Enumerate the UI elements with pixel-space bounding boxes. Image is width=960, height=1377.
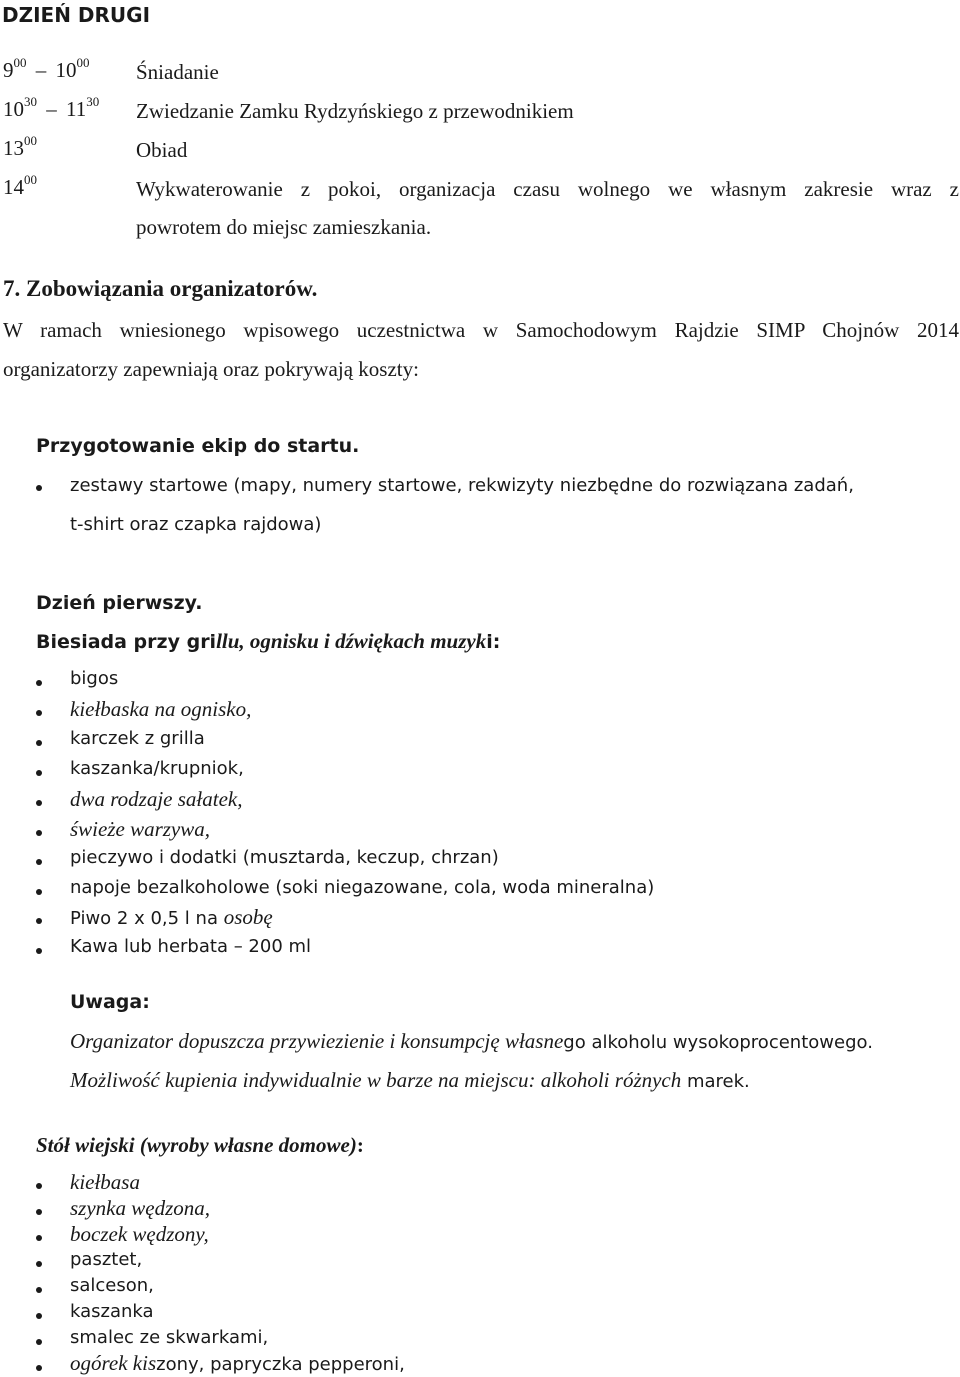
list-item-text: ogórek kis (70, 1351, 157, 1375)
time-hour: 10 (3, 97, 24, 121)
time-minute: 00 (24, 133, 37, 148)
list-item: pieczywo i dodatki (musztarda, keczup, chrzan) (70, 847, 499, 868)
table-title-part: Stół wiejski (wyroby własne domowe) (36, 1133, 357, 1157)
schedule-time (3, 94, 100, 122)
time-hour: 11 (66, 97, 87, 121)
bullet-icon (36, 1235, 42, 1241)
list-item: kiełbaska na ognisko, (70, 697, 252, 721)
note-text-part: Organizator dopuszcza przywiezienie i konsumpcję własne (70, 1029, 564, 1053)
bullet-icon (36, 800, 42, 806)
table-title (36, 1133, 364, 1158)
time-minute: 30 (24, 94, 37, 109)
list-item: smalec ze skwarkami, (70, 1327, 269, 1348)
list-item (70, 1351, 405, 1376)
bullet-icon (36, 918, 42, 924)
schedule-time (3, 172, 37, 200)
bullet-icon (36, 485, 42, 491)
time-dash: – (35, 58, 47, 82)
schedule-event: Obiad (136, 138, 188, 162)
bullet-icon (36, 740, 42, 746)
time-minute: 00 (13, 55, 27, 70)
time-dash: – (46, 97, 57, 121)
list-item: boczek wędzony, (70, 1222, 209, 1246)
bullet-icon (36, 1261, 42, 1267)
bullet-icon (36, 948, 42, 954)
time-minute: 00 (24, 172, 37, 187)
bullet-icon (36, 710, 42, 716)
feast-heading-part: llu, ognisku i dźwiękach muzyk (216, 629, 487, 653)
bullet-icon (36, 1339, 42, 1345)
schedule-event: Wykwaterowanie z pokoi, organizacja czasu wolnego we własnym zakresie wraz z (136, 177, 959, 201)
note-text-part: marek. (681, 1071, 750, 1092)
schedule-event: Zwiedzanie Zamku Rydzyńskiego z przewodnikiem (136, 99, 574, 123)
list-item (70, 905, 273, 930)
feast-heading-part: i: (486, 631, 501, 653)
prep-item: zestawy startowe (mapy, numery startowe, rekwizyty niezbędne do rozwiązana zadań, (70, 475, 854, 496)
day1-title: Dzień pierwszy. (36, 592, 203, 614)
list-item: pasztet, (70, 1249, 143, 1270)
list-item: salceson, (70, 1275, 154, 1296)
list-item: bigos (70, 668, 119, 689)
section-title: 7. Zobowiązania organizatorów. (3, 276, 318, 301)
schedule-event-continued: powrotem do miejsc zamieszkania. (136, 215, 432, 239)
note-text (70, 1029, 873, 1054)
schedule-time (3, 133, 37, 161)
list-item: szynka wędzona, (70, 1196, 210, 1220)
note-title: Uwaga: (70, 991, 150, 1013)
bullet-icon (36, 1287, 42, 1293)
feast-heading-part: Biesiada przy gri (36, 631, 217, 653)
note-text (70, 1068, 750, 1093)
list-item: karczek z grilla (70, 728, 205, 749)
prep-item-continued: t-shirt oraz czapka rajdowa) (70, 514, 322, 535)
time-minute: 30 (86, 94, 100, 109)
note-text-part: Możliwość kupienia indywidualnie w barze na miejscu: alkoholi różnych (70, 1068, 682, 1092)
time-hour: 13 (3, 136, 24, 160)
list-item: dwa rodzaje sałatek, (70, 787, 243, 811)
bullet-icon (36, 1183, 42, 1189)
bullet-icon (36, 680, 42, 686)
section-intro-continued: organizatorzy zapewniają oraz pokrywają koszty: (3, 357, 419, 381)
bullet-icon (36, 889, 42, 895)
table-title-part: : (356, 1133, 364, 1157)
bullet-icon (36, 830, 42, 836)
bullet-icon (36, 1209, 42, 1215)
time-hour: 9 (3, 58, 14, 82)
list-item: kiełbasa (70, 1170, 140, 1194)
list-item: kaszanka/krupniok, (70, 758, 244, 779)
bullet-icon (36, 1313, 42, 1319)
page-heading: DZIEŃ DRUGI (2, 3, 151, 27)
bullet-icon (36, 770, 42, 776)
time-minute: 00 (76, 55, 90, 70)
list-item-text: Piwo 2 x 0,5 l na (70, 908, 224, 929)
feast-heading (36, 629, 500, 654)
prep-title: Przygotowanie ekip do startu. (36, 435, 360, 457)
note-text-part: go alkoholu wysokoprocentowego. (563, 1032, 873, 1053)
list-item-text: osobę (223, 905, 273, 929)
time-hour: 14 (3, 175, 24, 199)
schedule-event: Śniadanie (136, 60, 219, 84)
bullet-icon (36, 859, 42, 865)
list-item: świeże warzywa, (70, 817, 211, 841)
section-intro: W ramach wniesionego wpisowego uczestnictwa w Samochodowym Rajdzie SIMP Chojnów 2014 (3, 318, 959, 342)
bullet-icon (36, 1365, 42, 1371)
list-item-text: zony, papryczka pepperoni, (156, 1354, 405, 1375)
list-item: Kawa lub herbata – 200 ml (70, 936, 312, 957)
time-hour: 10 (55, 58, 77, 82)
list-item: napoje bezalkoholowe (soki niegazowane, cola, woda mineralna) (70, 877, 655, 898)
list-item: kaszanka (70, 1301, 154, 1322)
schedule-time (3, 55, 90, 83)
